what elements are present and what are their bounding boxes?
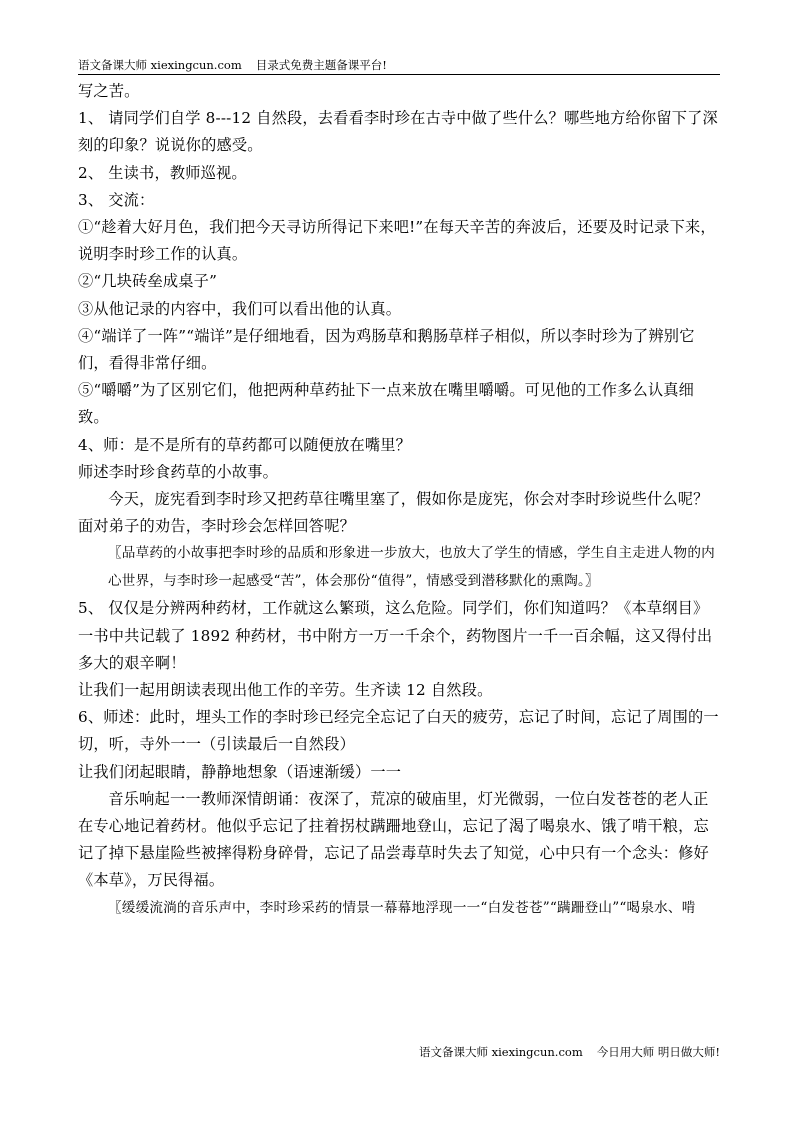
footer-brand: 语文备课大师 xiexingcun.com: [418, 1045, 583, 1059]
paragraph: 6、师述：此时，埋头工作的李时珍已经完全忘记了白天的疲劳，忘记了时间，忘记了周围的一切，听，寺外一一（引读最后一自然段）: [78, 708, 719, 754]
paragraph: 让我们闭起眼睛，静静地想象（语速渐缓）一一: [78, 762, 402, 781]
header-slogan: 目录式免费主题备课平台!: [255, 58, 387, 72]
paragraph: 4、师：是不是所有的草药都可以随便放在嘴里？: [78, 435, 412, 454]
commentary-note: 〖缓缓流淌的音乐声中，李时珍采药的情景一幕幕地浮现一一“白发苍苍”“蹒跚登山”“喝泉水、啃: [108, 899, 696, 916]
paragraph: 让我们一起用朗读表现出他工作的辛劳。生齐读 12 自然段。: [78, 681, 493, 700]
commentary-note: 〖品草药的小故事把李时珍的品质和形象进一步放大，也放大了学生的情感，学生自主走进人物的内心世界，与李时珍一起感受“苦”，体会那份“值得”，情感受到潜移默化的熏陶。〗: [108, 545, 715, 589]
page-header: [78, 56, 720, 75]
header-brand: 语文备课大师 xiexingcun.com: [78, 58, 242, 72]
page-footer: [78, 1043, 720, 1061]
paragraph: 2、 生读书，教师巡视。: [78, 163, 247, 182]
paragraph: 写之苦。: [78, 82, 140, 100]
paragraph: ②“几块砖垒成桌子”: [78, 272, 218, 291]
paragraph: ④“端详了一阵”“端详”是仔细地看，因为鸡肠草和鹅肠草样子相似，所以李时珍为了辨别它们，看得非常仔细。: [78, 326, 695, 373]
document-body: [78, 78, 720, 922]
paragraph: ③从他记录的内容中，我们可以看出他的认真。: [78, 299, 402, 318]
footer-slogan: 今日用大师 明日做大师!: [596, 1045, 720, 1059]
paragraph: 5、 仅仅是分辨两种药材，工作就这么繁琐，这么危险。同学们，你们知道吗？《本草纲目》一书中共记载了 1892 种药材，书中附方一万一千余个，药物图片一千一百余幅，这又得付出多大的艰辛啊！: [78, 599, 713, 672]
paragraph: ①“趁着大好月色，我们把今天寻访所得记下来吧!”在每天辛苦的奔波后，还要及时记录下来，说明李时珍工作的认真。: [78, 218, 716, 264]
paragraph: 1、 请同学们自学 8---12 自然段，去看看李时珍在古寺中做了些什么？哪些地方给你留下了深刻的印象？说说你的感受。: [78, 109, 718, 155]
paragraph: ⑤“嚼嚼”为了区别它们，他把两种草药扯下一点来放在嘴里嚼嚼。可见他的工作多么认真细致。: [78, 381, 695, 427]
paragraph: 今天，庞宪看到李时珍又把药草往嘴里塞了，假如你是庞宪，你会对李时珍说些什么呢？面对弟子的劝告，李时珍会怎样回答呢？: [78, 490, 709, 536]
paragraph: 音乐响起一一教师深情朗诵：夜深了，荒凉的破庙里，灯光微弱，一位白发苍苍的老人正在专心地记着药材。他似乎忘记了拄着拐杖蹒跚地登山，忘记了渴了喝泉水、饿了啃干粮，忘记了掉下悬崖险些被摔得粉身碎骨，忘记了品尝毒草时失去了知觉，心中只有一个念头：修好《本草》，万民得福。: [78, 789, 709, 890]
paragraph: 师述李时珍食药草的小故事。: [78, 462, 279, 481]
paragraph: 3、 交流：: [78, 190, 155, 209]
